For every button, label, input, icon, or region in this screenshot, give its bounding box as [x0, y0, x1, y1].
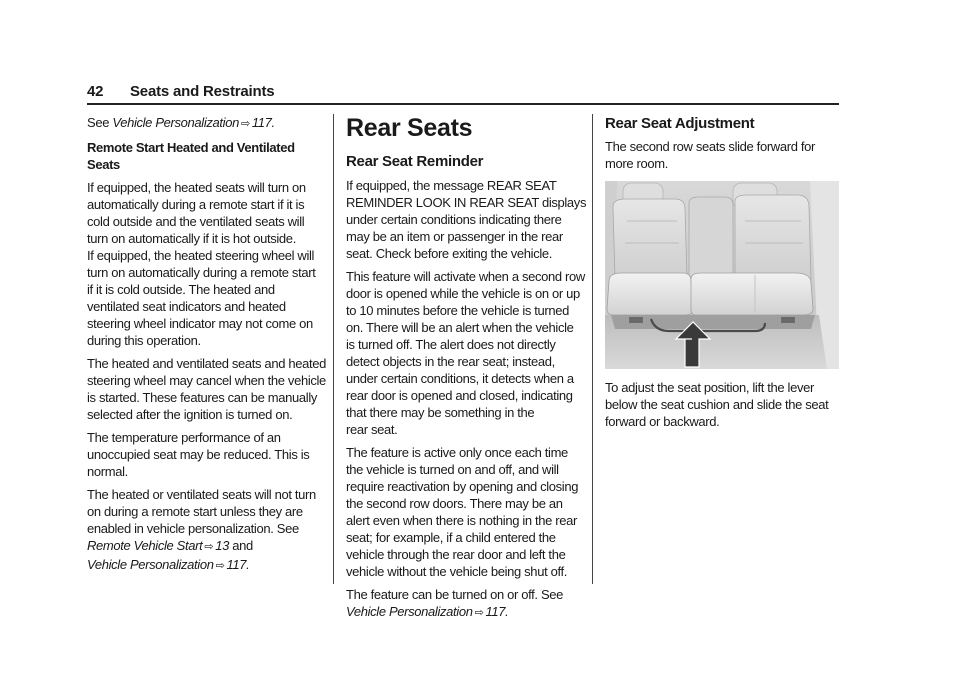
page-ref-arrow-icon: ⇨: [204, 541, 214, 553]
paragraph: If equipped, the message REAR SEAT REMINDER LOOK IN REAR SEAT displays under certain conditions indicating there may be an item or passenger in the rear seat. Check before exiting the vehicle.: [346, 178, 587, 261]
page-ref-arrow-icon: ⇨: [474, 607, 484, 619]
paragraph: The heated and ventilated seats and heated steering wheel may cancel when the vehicle is started. These features can be manually selected after the ignition is turned on.: [87, 356, 326, 422]
see-reference: Vehicle Personalization ⇨ 117.: [346, 604, 509, 619]
link-vehicle-personalization[interactable]: Vehicle Personalization: [346, 604, 473, 619]
page-ref-arrow-icon: ⇨: [240, 118, 250, 130]
column-left: [87, 114, 326, 581]
page-number: 42: [87, 83, 104, 100]
section-heading: Rear Seats: [346, 114, 473, 142]
paragraph: The feature can be turned on or off. See Vehicle Personalization ⇨ 117.: [346, 586, 582, 622]
see-reference: Remote Vehicle Start ⇨ 13 and: [87, 538, 253, 553]
paragraph: To adjust the seat position, lift the lever below the seat cushion and slide the seat forward or backward.: [605, 380, 829, 429]
link-vehicle-personalization[interactable]: Vehicle Personalization: [112, 115, 239, 130]
header-divider: [87, 103, 839, 105]
column-divider: [333, 114, 334, 584]
paragraph: If equipped, the heated seats will turn on automatically during a remote start if it is cold outside and the ventilated seats will turn on automatically if it is hot outside. If equipped, the heated steering wheel will turn on automatically during a remote start if it is cold outside. The heated and ventilated seat indicators and heated steering wheel indicator may not come on during this operation.: [87, 180, 316, 348]
paragraph: The heated or ventilated seats will not turn on during a remote start unless they are enabled in vehicle personalization. See Remote Vehicle Start ⇨ 13 and Vehicle Personalization ⇨ 117.: [87, 486, 323, 575]
link-vehicle-personalization[interactable]: Vehicle Personalization: [87, 557, 214, 572]
subsection-heading: Rear Seat Reminder: [346, 153, 484, 170]
see-reference: See Vehicle Personalization ⇨ 117.: [87, 115, 275, 130]
remote-start-heading: Remote Start Heated and Ventilated Seats: [87, 140, 295, 172]
page-ref-arrow-icon: ⇨: [215, 560, 225, 572]
rear-seat-illustration: [605, 181, 839, 369]
see-reference: Vehicle Personalization ⇨ 117.: [87, 557, 250, 572]
paragraph: The feature is active only once each time the vehicle is turned on and off, and will require reactivation by opening and closing the second row doors. There may be an alert even when there is nothing in the rear seat; for example, if a child entered the vehicle through the rear door and left the vehicle without the vehicle being shut off.: [346, 445, 579, 579]
column-middle: [346, 114, 587, 628]
column-divider: [592, 114, 593, 584]
subsection-heading: Rear Seat Adjustment: [605, 115, 755, 132]
paragraph: The temperature performance of an unoccupied seat may be reduced. This is normal.: [87, 430, 310, 479]
column-right: [605, 114, 839, 436]
link-remote-vehicle-start[interactable]: Remote Vehicle Start: [87, 538, 203, 553]
section-title: Seats and Restraints: [130, 83, 275, 100]
paragraph: This feature will activate when a second row door is opened while the vehicle is on or up to 10 minutes before the vehicle is turned on. There will be an alert when the vehicle is turned off. The alert does not directly detect objects in the rear seat; instead, under certain conditions, it detects when a rear door is opened and closed, indicating that there may be something in the rear seat.: [346, 269, 585, 437]
paragraph: The second row seats slide forward for more room.: [605, 139, 815, 171]
